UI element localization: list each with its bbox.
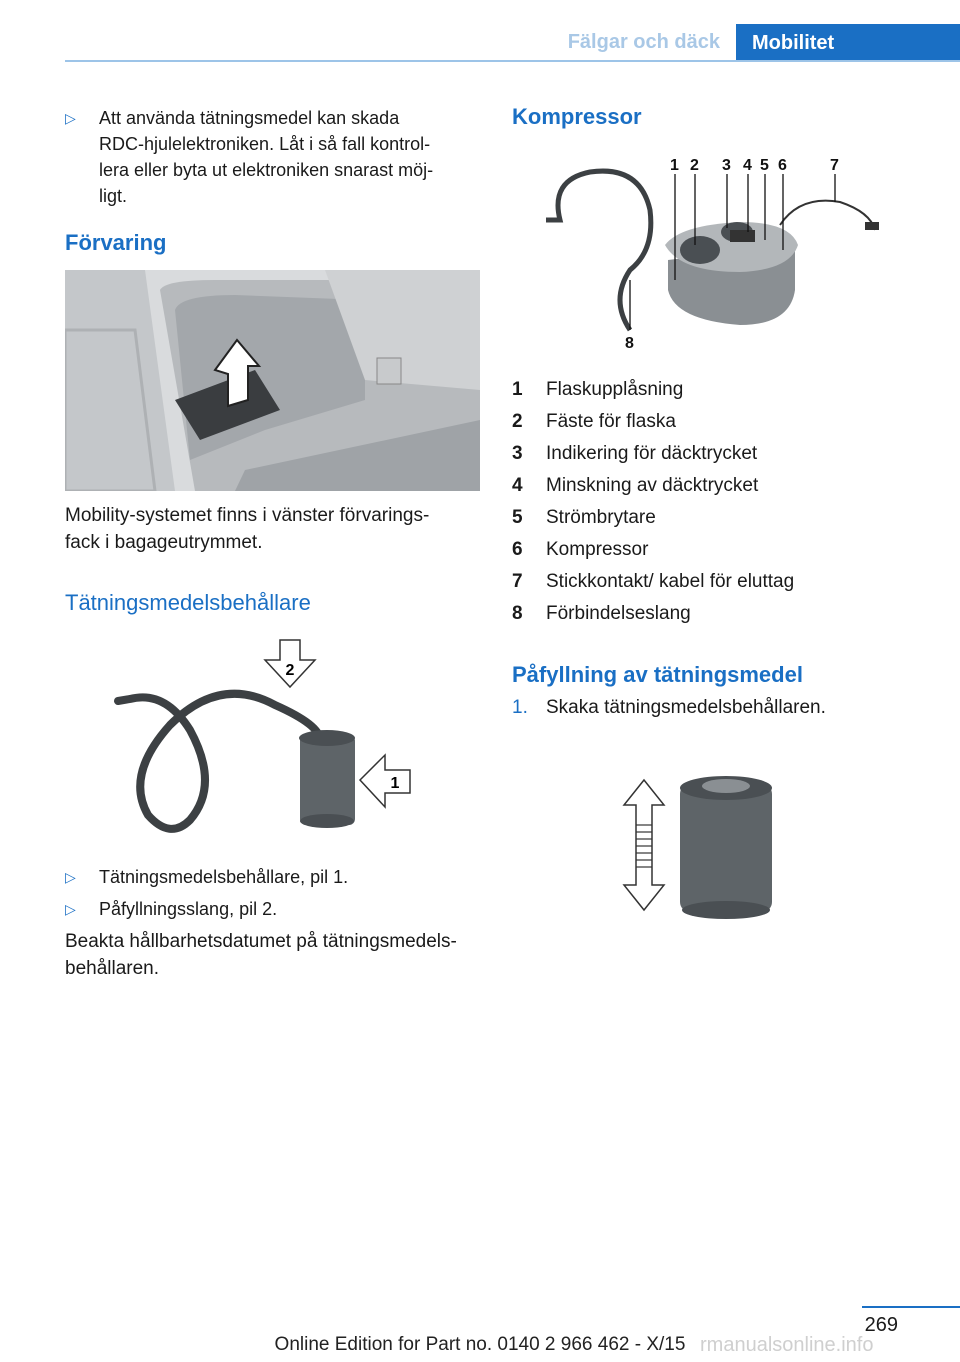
text-line: behållaren.	[65, 958, 160, 979]
callout-c1: 1	[670, 157, 679, 174]
text-line: Beakta hållbarhetsdatumet på tätningsmedels-	[65, 931, 457, 952]
filling-heading: Påfyllning av tätningsmedel	[512, 662, 803, 687]
callout-c4: 4	[743, 157, 752, 174]
callout-c5: 5	[760, 157, 769, 174]
legend-item-7: 7 Stickkontakt/ kabel för eluttag	[512, 571, 795, 592]
callout-2: 2	[285, 662, 295, 679]
container-bullet-1: ▷ Tätningsmedelsbehållare, pil 1.	[65, 864, 485, 890]
edition-text: Online Edition for Part no. 0140 2 966 462 - X/15	[274, 1334, 686, 1355]
callout-c8: 8	[625, 335, 634, 352]
storage-text	[65, 502, 485, 556]
expiry-text	[65, 928, 485, 982]
callout-1: 1	[390, 775, 400, 792]
callout-c6: 6	[778, 157, 787, 174]
storage-compartment-image	[65, 270, 480, 491]
legend-item-1: 1 Flaskupplåsning	[512, 379, 684, 400]
bullet-triangle-icon: ▷	[65, 110, 76, 126]
legend-item-6: 6 Kompressor	[512, 539, 649, 560]
legend-item-8: 8 Förbindelseslang	[512, 603, 691, 624]
watermark: rmanualsonline.info	[700, 1334, 874, 1356]
footer-rule	[862, 1306, 960, 1308]
step-1	[512, 694, 952, 721]
bullet-triangle-icon: ▷	[65, 869, 76, 885]
container-heading: Tätningsmedelsbehållare	[65, 590, 311, 615]
warning-line: RDC-hjulelektroniken. Låt i så fall kontrol-	[99, 134, 431, 154]
legend-item-3: 3 Indikering för däcktrycket	[512, 443, 758, 464]
container-bullet-2: ▷ Påfyllningsslang, pil 2.	[65, 896, 485, 922]
shake-container-image	[612, 770, 782, 920]
compressor-heading: Kompressor	[512, 104, 642, 129]
storage-heading: Förvaring	[65, 230, 167, 255]
warning-line: Att använda tätningsmedel kan skada	[99, 108, 400, 128]
page-number: 269	[864, 1314, 898, 1336]
header-rule	[65, 60, 960, 62]
callout-c7: 7	[830, 157, 839, 174]
bullet-triangle-icon: ▷	[65, 901, 76, 917]
warning-bullet	[65, 105, 485, 215]
legend-item-5: 5 Strömbrytare	[512, 507, 656, 528]
tab-chapter[interactable]: Mobilitet	[736, 24, 960, 62]
step-text: Skaka tätningsmedelsbehållaren.	[546, 697, 826, 718]
callout-c3: 3	[722, 157, 731, 174]
text-line: Mobility-systemet finns i vänster förvarings-	[65, 505, 430, 526]
compressor-image	[540, 150, 880, 355]
sealant-container-image	[110, 635, 420, 845]
step-number: 1.	[512, 697, 528, 718]
legend-item-2: 2 Fäste för flaska	[512, 411, 676, 432]
warning-line: ligt.	[99, 186, 128, 206]
legend-item-4: 4 Minskning av däcktrycket	[512, 475, 759, 496]
callout-c2: 2	[690, 157, 699, 174]
tab-section[interactable]: Fälgar och däck	[567, 31, 720, 53]
warning-line: lera eller byta ut elektroniken snarast möj-	[99, 160, 434, 180]
text-line: fack i bagageutrymmet.	[65, 532, 263, 553]
